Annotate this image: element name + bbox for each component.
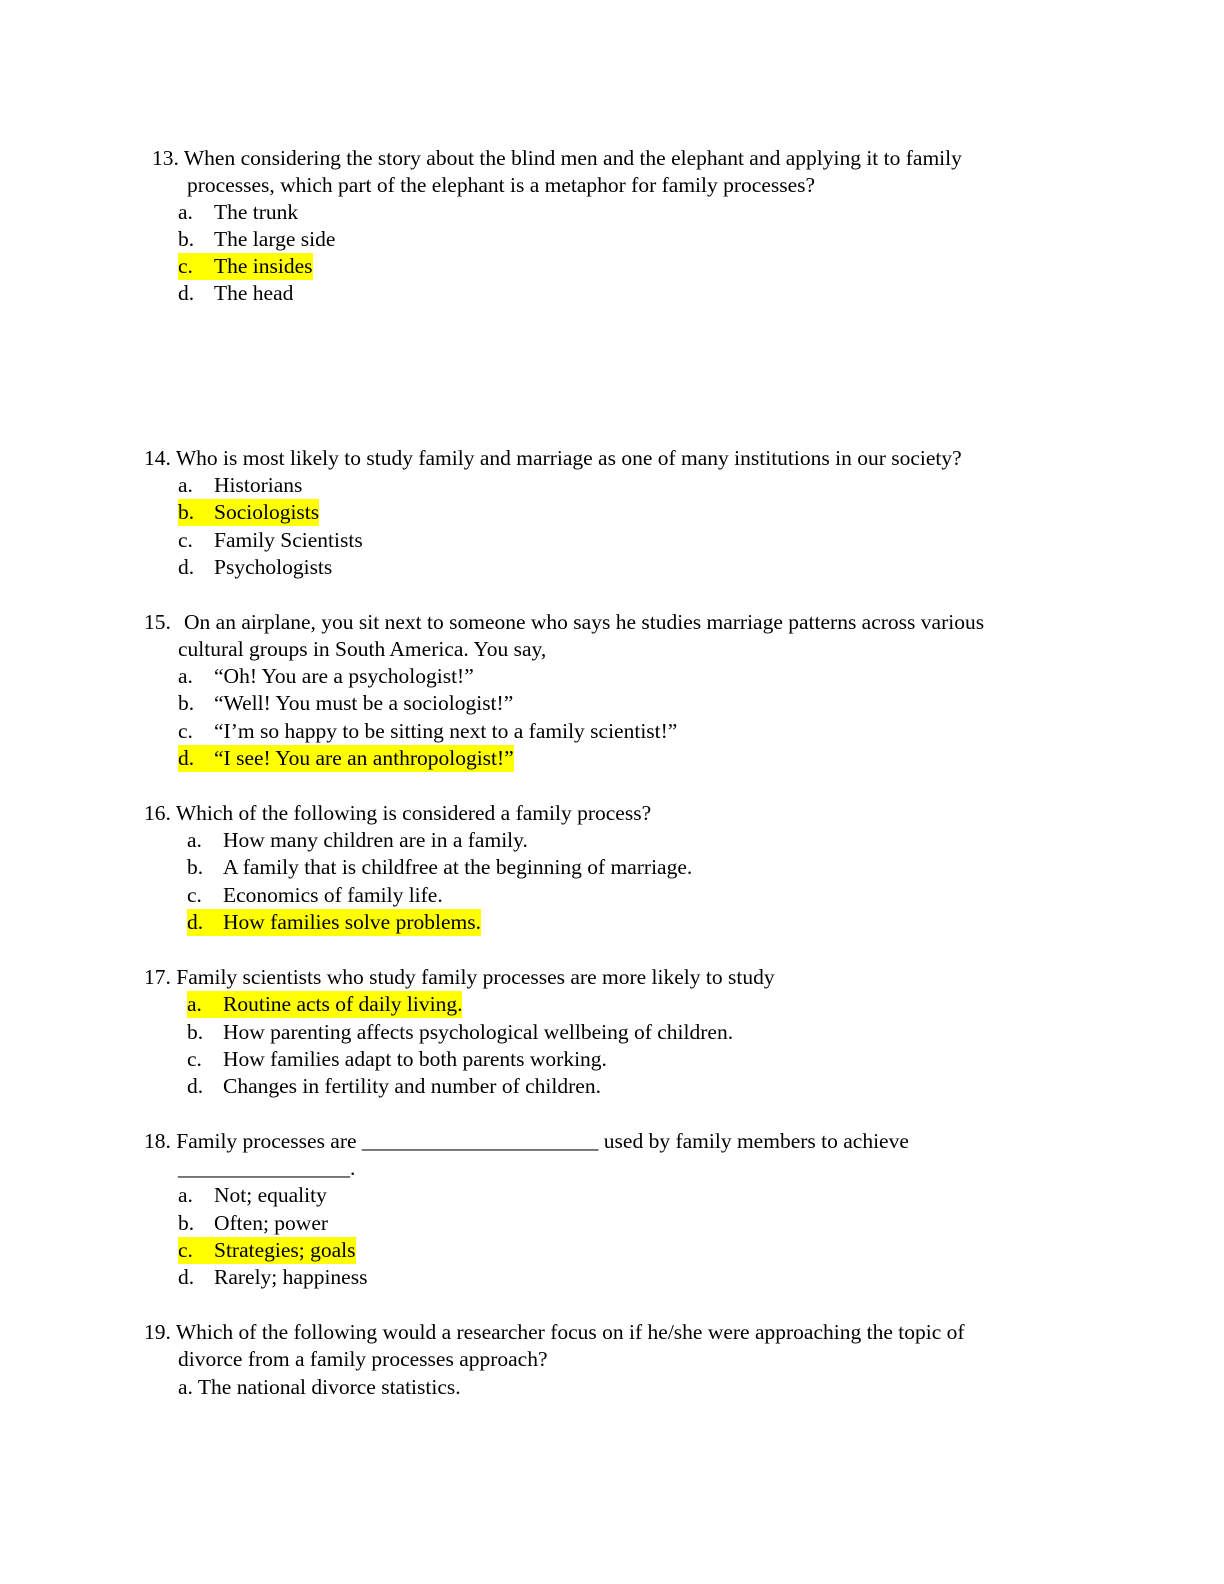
option-text: “Oh! You are a psychologist!” <box>214 664 474 688</box>
option-letter: c. <box>178 1237 214 1264</box>
question-19 <box>144 1319 965 1346</box>
question-text: Family scientists who study family processes are more likely to study <box>176 965 775 989</box>
option <box>178 280 293 307</box>
option-letter: d. <box>178 281 195 305</box>
question-text: On an airplane, you sit next to someone who says he studies marriage patterns across various <box>184 610 985 634</box>
option-text: Often; power <box>214 1211 329 1235</box>
option <box>187 827 528 854</box>
option-highlighted <box>178 253 313 280</box>
question-number: 13. <box>152 146 179 170</box>
option <box>178 1374 461 1401</box>
question-13 <box>152 145 962 172</box>
option-letter: b. <box>178 499 214 526</box>
question-16 <box>144 800 651 827</box>
option-highlighted <box>187 991 462 1018</box>
option-letter: c. <box>178 253 214 280</box>
option <box>178 663 474 690</box>
option-text: “I’m so happy to be sitting next to a family scientist!” <box>214 719 678 743</box>
option-letter: c. <box>178 528 193 552</box>
option-text: The insides <box>214 254 313 278</box>
option-letter: c. <box>187 1047 202 1071</box>
option-letter: a. <box>178 200 193 224</box>
option-text: A family that is childfree at the beginning of marriage. <box>223 855 693 879</box>
question-text-cont: processes, which part of the elephant is a metaphor for family processes? <box>187 173 816 197</box>
question-text: When considering the story about the blind men and the elephant and applying it to family <box>183 146 962 170</box>
option-text: “I see! You are an anthropologist!” <box>214 746 514 770</box>
option <box>178 527 363 554</box>
option-text: Economics of family life. <box>223 883 443 907</box>
option-letter: a. <box>178 1375 193 1399</box>
question-text: Which of the following is considered a family process? <box>175 801 652 825</box>
option-text: Rarely; happiness <box>214 1265 368 1289</box>
option <box>178 554 332 581</box>
option-text: How parenting affects psychological wellbeing of children. <box>223 1020 734 1044</box>
question-number: 14. <box>144 446 171 470</box>
option-text: How families adapt to both parents working. <box>223 1047 607 1071</box>
option-highlighted <box>187 909 481 936</box>
question-18 <box>144 1128 909 1155</box>
option-text: How families solve problems. <box>223 910 481 934</box>
option-text: The large side <box>214 227 336 251</box>
option-letter: d. <box>178 745 214 772</box>
option-text: How many children are in a family. <box>223 828 528 852</box>
option-letter: a. <box>178 473 193 497</box>
option-text: Not; equality <box>214 1183 327 1207</box>
option-letter: b. <box>187 1020 204 1044</box>
question-number: 19. <box>144 1320 171 1344</box>
option-letter: a. <box>178 1183 193 1207</box>
option-letter: d. <box>178 1265 195 1289</box>
option-text: Historians <box>214 473 303 497</box>
option-letter: d. <box>178 555 195 579</box>
option-letter: c. <box>178 719 193 743</box>
option-text: “Well! You must be a sociologist!” <box>214 691 514 715</box>
question-text-cont: cultural groups in South America. You say, <box>178 637 547 661</box>
option <box>187 882 443 909</box>
option-letter: b. <box>187 855 204 879</box>
option-letter: a. <box>178 664 193 688</box>
option <box>178 226 335 253</box>
option <box>187 854 692 881</box>
question-text: Who is most likely to study family and marriage as one of many institutions in our society? <box>175 446 962 470</box>
option-text: The national divorce statistics. <box>197 1375 461 1399</box>
question-number: 17. <box>144 965 171 989</box>
option-highlighted <box>178 499 319 526</box>
option <box>178 1182 327 1209</box>
option-letter: d. <box>187 1074 204 1098</box>
option-text: Routine acts of daily living. <box>223 992 463 1016</box>
option <box>178 1264 367 1291</box>
question-17 <box>144 964 775 991</box>
question-15 <box>144 609 984 636</box>
option <box>187 1073 601 1100</box>
question-number: 18. <box>144 1129 171 1153</box>
option-letter: c. <box>187 883 202 907</box>
option-text: Sociologists <box>214 500 320 524</box>
option <box>178 472 302 499</box>
option-text: Family Scientists <box>214 528 363 552</box>
question-text-cont: divorce from a family processes approach? <box>178 1347 548 1371</box>
question-14 <box>144 445 962 472</box>
option-letter: a. <box>187 828 202 852</box>
option-text: Strategies; goals <box>214 1238 356 1262</box>
option-letter: b. <box>178 1211 195 1235</box>
option <box>178 199 298 226</box>
question-number: 15. <box>144 610 171 634</box>
question-text: Which of the following would a researcher focus on if he/she were approaching the topic of <box>175 1320 965 1344</box>
option <box>178 690 513 717</box>
question-text-cont: ________________. <box>178 1156 356 1180</box>
option <box>178 1210 328 1237</box>
option-text: The trunk <box>214 200 299 224</box>
question-number: 16. <box>144 801 171 825</box>
option <box>178 718 677 745</box>
option-letter: d. <box>187 909 223 936</box>
option-letter: b. <box>178 227 195 251</box>
option-text: Changes in fertility and number of children. <box>223 1074 601 1098</box>
option <box>187 1046 607 1073</box>
option-letter: a. <box>187 991 223 1018</box>
option-text: Psychologists <box>214 555 333 579</box>
question-text: Family processes are ______________________ used by family members to achieve <box>176 1129 909 1153</box>
option-highlighted <box>178 1237 356 1264</box>
option-highlighted <box>178 745 514 772</box>
option-text: The head <box>214 281 294 305</box>
option <box>187 1019 733 1046</box>
option-letter: b. <box>178 691 195 715</box>
